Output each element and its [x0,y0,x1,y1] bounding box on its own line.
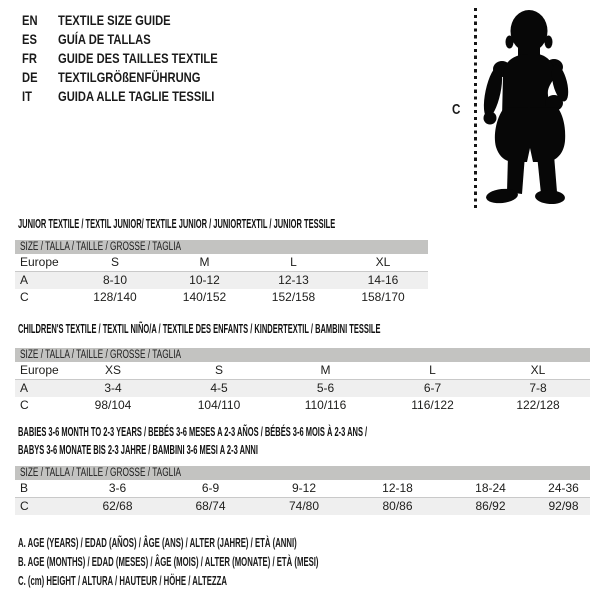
table-title-line [18,425,600,443]
language-code [22,87,58,106]
cell-value: 6-9 [164,480,257,498]
height-dotted-line [474,8,477,208]
cell-value: 14-16 [367,273,399,287]
cell-value: 68/74 [195,499,226,513]
row-label: Europe [15,362,60,380]
row-label: A [20,381,29,395]
size-header-row [15,240,428,254]
language-title: GUIDA ALLE TAGLIE TESSILI [58,88,215,104]
table-title-text: BABYS 3-6 MONATE BIS 2-3 JAHRE / BAMBINI 3-6 MESI A 2-3 ANNI [18,443,258,457]
cell-value: 7-8 [529,381,547,395]
note-text: A. AGE (YEARS) / EDAD (AÑOS) / ÂGE (ANS) / ALTER (JAHRE) / ETÀ (ANNI) [18,536,297,550]
table-row [15,498,590,516]
note-text: C. (cm) HEIGHT / ALTURA / HAUTEUR / HÖHE / ALTEZZA [18,574,227,588]
cell-value: 80/86 [382,499,413,513]
language-row [22,11,258,30]
language-list [22,11,258,106]
note-line [18,534,503,553]
cell-value: XL [338,254,428,272]
junior-size-table [15,240,428,306]
cell-value: L [249,254,338,272]
cell-value: 24-36 [537,480,590,498]
cell-value: S [166,362,272,380]
cell-value: 116/122 [411,398,454,412]
cell-value: 6-7 [423,381,442,395]
table-title-text: CHILDREN'S TEXTILE / TEXTIL NIÑO/A / TEXTILE DES ENFANTS / KINDERTEXTIL / BAMBINI TESSILE [18,322,381,336]
cell-value: 12-13 [278,273,309,287]
cell-value: 3-6 [71,480,164,498]
cell-value: 110/116 [304,398,347,412]
row-label: C [20,290,29,304]
table-row [15,480,590,498]
cell-value: 12-18 [351,480,444,498]
children-size-table [15,348,590,414]
cell-value: 8-10 [102,273,128,287]
language-code [22,49,58,68]
table-row [15,272,428,290]
cell-value: 128/140 [93,290,137,304]
cell-value: 4-5 [210,381,228,395]
table-title-text: BABIES 3-6 MONTH TO 2-3 YEARS / BEBÉS 3-6 MESES A 2-3 AÑOS / BÉBÉS 3-6 MOIS À 2-3 ANS / [18,425,368,439]
size-header-bar [15,240,428,254]
cell-value: 140/152 [182,290,227,304]
size-header-text: SIZE / TALLA / TAILLE / GRÖSSE / TAGLIA [20,349,182,361]
language-code-text: IT [22,88,32,104]
children-table-title [18,322,600,340]
cell-value: M [160,254,249,272]
cell-value: 74/80 [288,499,320,513]
table-title-line [18,217,547,235]
note-line [18,553,503,572]
language-row [22,30,258,49]
table-row [15,362,590,380]
cell-value: 5-6 [316,381,335,395]
cell-value: 98/104 [94,398,132,412]
table-title-text: JUNIOR TEXTILE / TEXTIL JUNIOR/ TEXTILE JUNIOR / JUNIORTEXTIL / JUNIOR TESSILE [18,217,336,231]
table-title-line [18,443,600,461]
cell-value: 86/92 [475,499,506,513]
language-title: GUIDE DES TAILLES TEXTILE [58,50,218,66]
language-row [22,49,258,68]
row-label: C [20,398,29,412]
cell-value: 3-4 [104,381,122,395]
row-label: B [15,480,71,498]
table-row [15,397,590,414]
cell-value: XS [60,362,166,380]
language-code-text: ES [22,31,37,47]
table-row [15,289,428,306]
size-header-text: SIZE / TALLA / TAILLE / GRÖSSE / TAGLIA [20,241,182,253]
note-text: B. AGE (MONTHS) / EDAD (MESES) / ÂGE (MOIS) / ALTER (MONATE) / ETÀ (MESI) [18,555,319,569]
language-title: TEXTILGRÖßENFÜHRUNG [58,69,201,85]
table-row [15,380,590,398]
size-header-row [15,466,590,480]
cell-value: 92/98 [548,499,579,513]
table-row [15,254,428,272]
cell-value: 62/68 [102,499,133,513]
language-code-text: DE [22,69,38,85]
cell-value: XL [486,362,590,380]
language-code-text: FR [22,50,37,66]
cell-value: 9-12 [257,480,351,498]
baby-silhouette [480,0,600,210]
babies-table-title [18,425,600,461]
cell-value: S [70,254,160,272]
height-measure-label: C [452,102,461,118]
size-header-bar [15,466,590,480]
cell-value: 10-12 [189,273,220,287]
language-row [22,68,258,87]
note-line [18,572,503,591]
row-label: Europe [15,254,70,272]
cell-value: L [379,362,486,380]
cell-value: 158/170 [361,290,405,304]
babies-size-table [15,466,590,515]
footnotes [18,534,503,591]
cell-value: 152/158 [271,290,316,304]
cell-value: 18-24 [444,480,537,498]
size-header-row [15,348,590,362]
size-header-text: SIZE / TALLA / TAILLE / GRÖSSE / TAGLIA [20,467,182,479]
cell-value: M [272,362,379,380]
table-title-line [18,322,600,340]
row-label: C [20,499,29,513]
size-header-bar [15,348,590,362]
language-code [22,68,58,87]
language-row [22,87,258,106]
row-label: A [20,273,29,287]
cell-value: 122/128 [516,398,560,412]
language-title: GUÍA DE TALLAS [58,31,151,47]
language-code-text: EN [22,12,38,28]
junior-table-title [18,217,547,235]
cell-value: 104/110 [197,398,241,412]
language-code [22,30,58,49]
language-code [22,11,58,30]
language-title: TEXTILE SIZE GUIDE [58,12,171,28]
